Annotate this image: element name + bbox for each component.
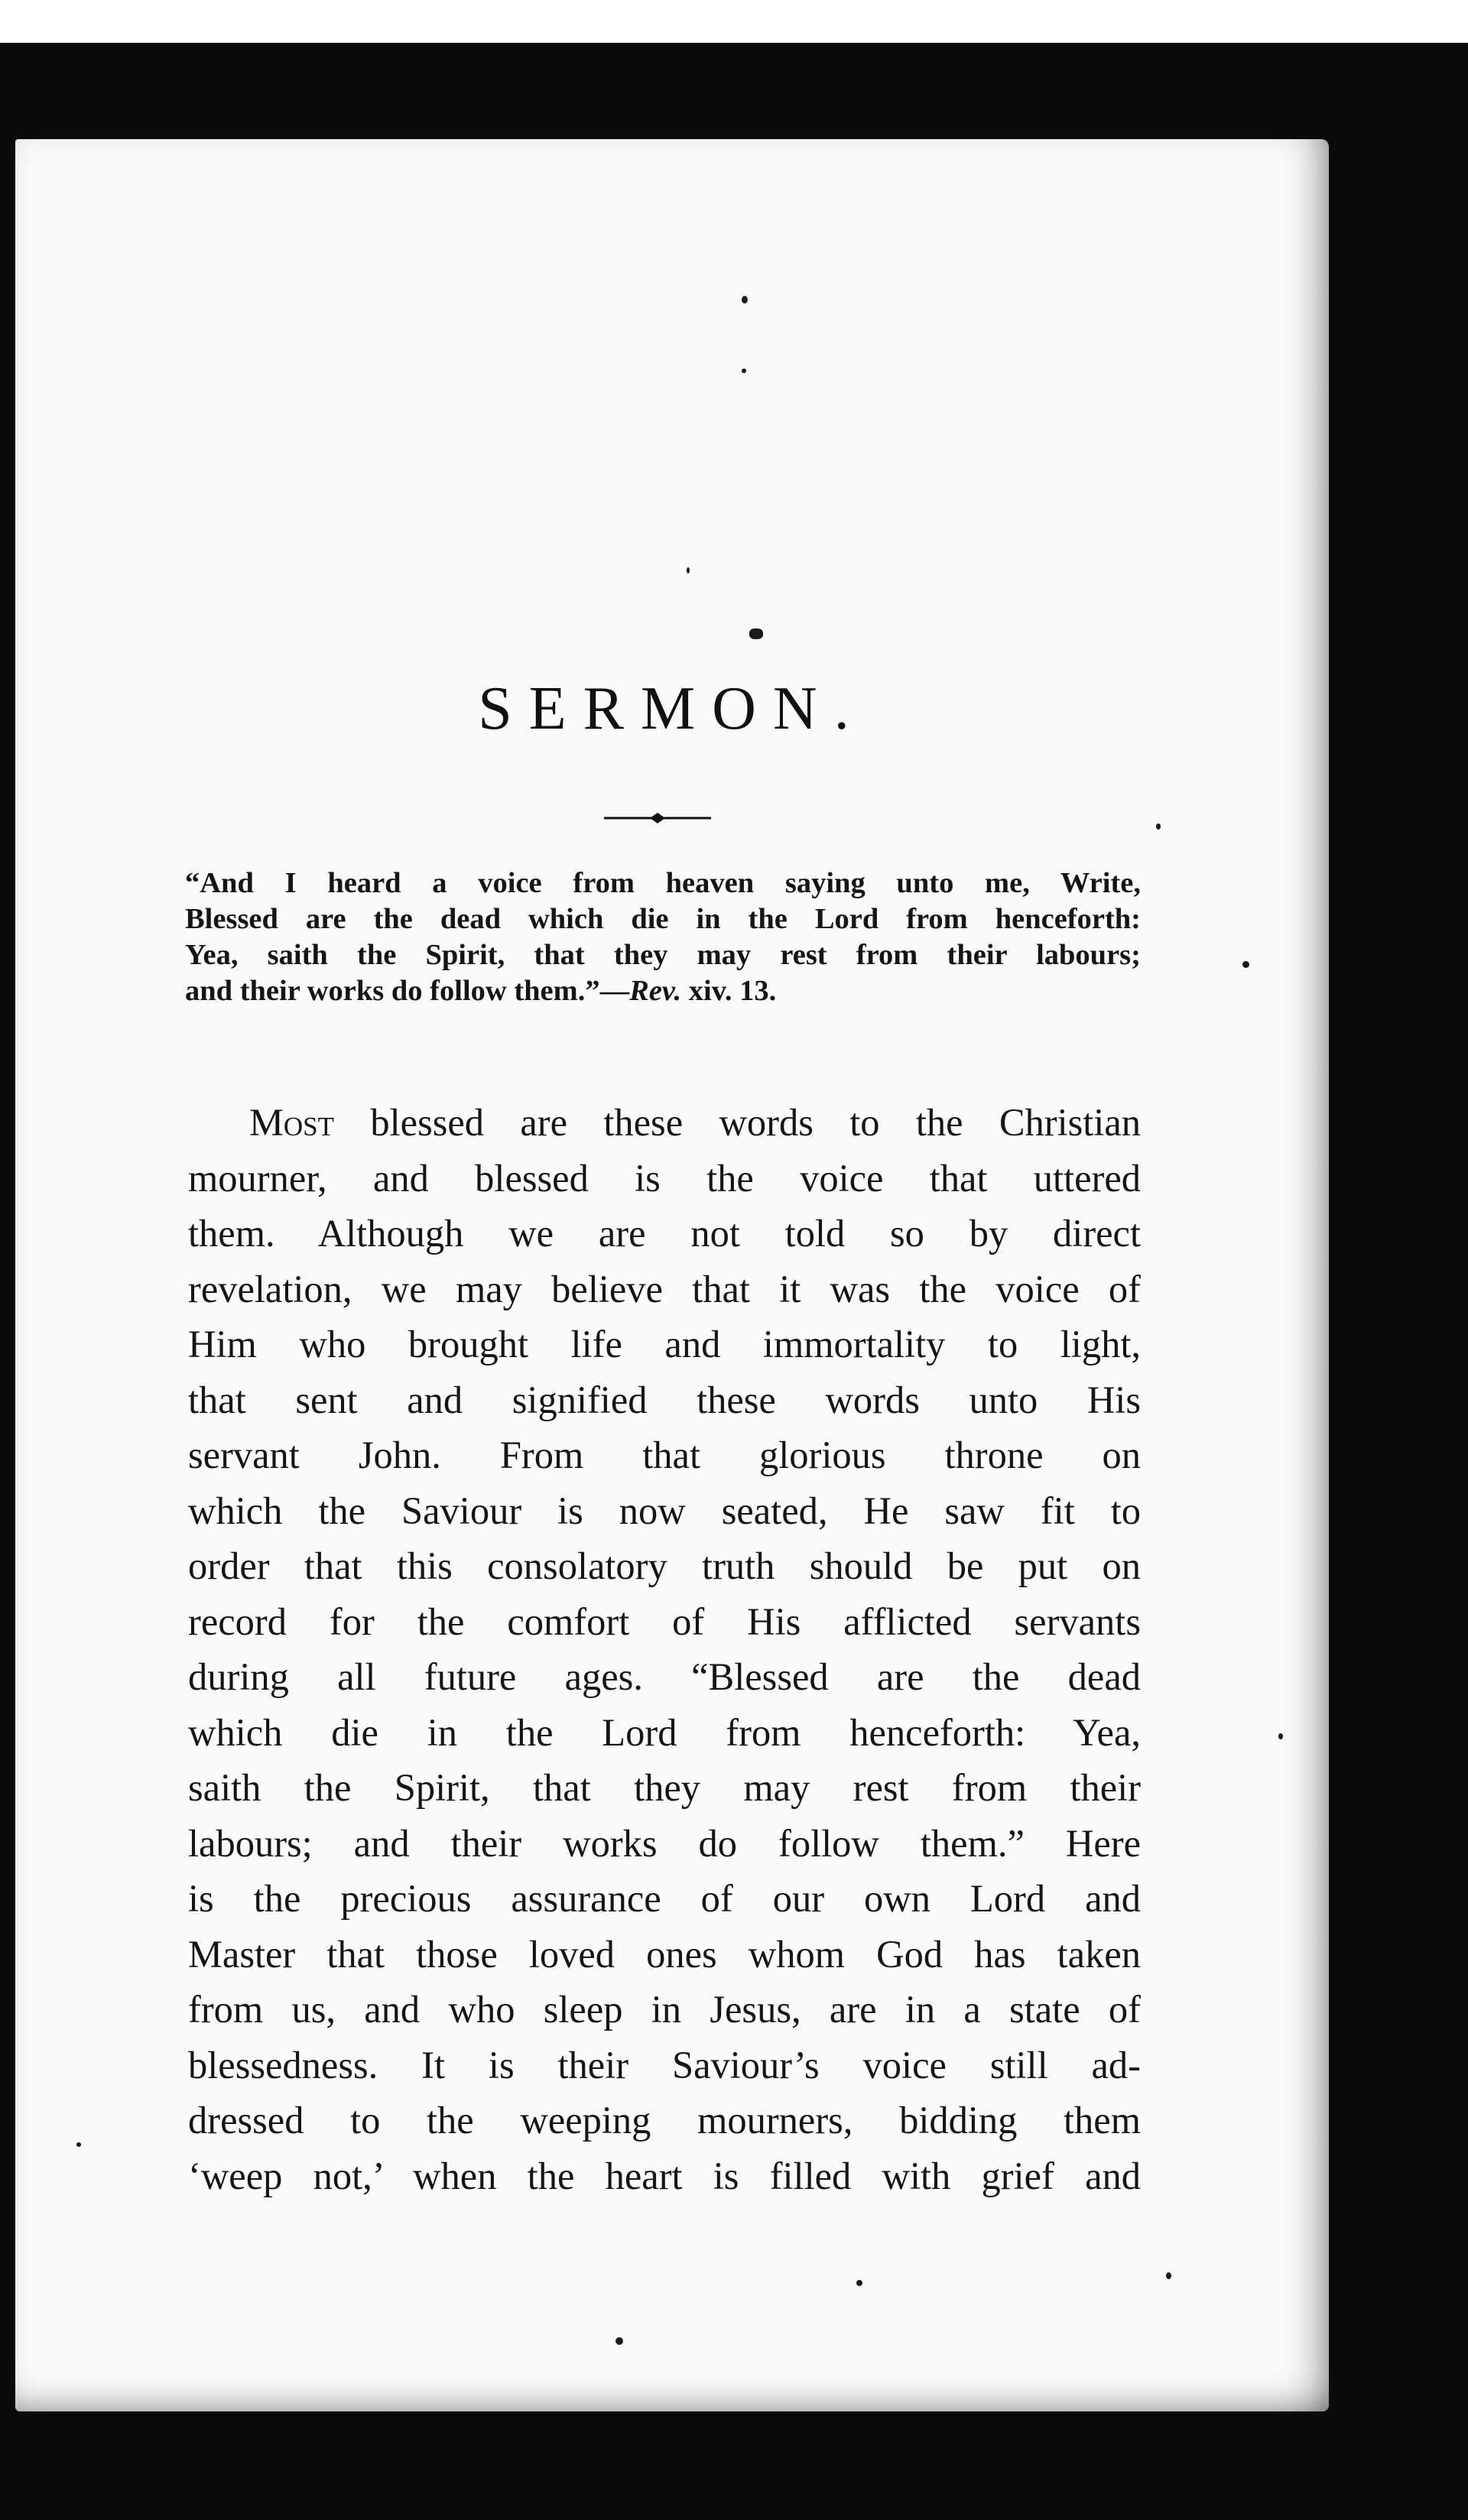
body-line: which the Saviour is now seated, He saw fit to — [188, 1489, 1141, 1532]
body-line: order that this consolatory truth should be put on — [188, 1544, 1141, 1587]
epigraph-line: Blessed are the dead which die in the Lord from henceforth: — [185, 903, 1141, 935]
body-line: record for the comfort of His afflicted servants — [188, 1599, 1141, 1643]
scan-background — [0, 43, 1468, 2520]
body-line: ‘weep not,’ when the heart is filled with grief and — [188, 2154, 1141, 2197]
page-title: SERMON. — [478, 675, 866, 742]
body-line: is the precious assurance of our own Lord and — [188, 1877, 1141, 1920]
body-line: them. Although we are not told so by direct — [188, 1212, 1141, 1255]
body-line: Master that those loved ones whom God has taken — [188, 1932, 1141, 1976]
epigraph-text: and their works do follow them.”— — [185, 975, 630, 1007]
body-line: Him who brought life and immortality to light, — [188, 1323, 1141, 1366]
body-line: blessedness. It is their Saviour’s voice still ad- — [188, 2043, 1141, 2086]
body-line — [188, 1095, 1141, 1151]
epigraph-citation-ref: xiv. 13. — [688, 975, 777, 1007]
body-line: from us, and who sleep in Jesus, are in a state of — [188, 1988, 1141, 2031]
body-line: dressed to the weeping mourners, bidding them — [188, 2099, 1141, 2142]
body-line: mourner, and blessed is the voice that uttered — [188, 1156, 1141, 1200]
sermon-body — [188, 1095, 1141, 2203]
body-line: which die in the Lord from henceforth: Yea, — [188, 1710, 1141, 1754]
epigraph — [185, 865, 1141, 1009]
body-line: that sent and signified these words unto His — [188, 1378, 1141, 1421]
book-page — [15, 139, 1329, 2411]
body-line: during all future ages. “Blessed are the dead — [188, 1655, 1141, 1698]
epigraph-line: Yea, saith the Spirit, that they may rest from their labours; — [185, 939, 1141, 971]
body-line: labours; and their works do follow them.” Here — [188, 1821, 1141, 1865]
lead-word: Most — [249, 1101, 335, 1144]
first-line-text: blessed are these words to the Christian — [370, 1101, 1142, 1144]
title-ornament — [604, 810, 711, 826]
epigraph-citation: Rev. — [629, 975, 682, 1007]
body-line: revelation, we may believe that it was the voice of — [188, 1267, 1141, 1310]
body-line: servant John. From that glorious throne on — [188, 1434, 1141, 1476]
body-line: saith the Spirit, that they may rest from their — [188, 1766, 1141, 1809]
epigraph-line — [185, 973, 1141, 1009]
epigraph-line: “And I heard a voice from heaven saying unto me, Write, — [185, 867, 1141, 899]
